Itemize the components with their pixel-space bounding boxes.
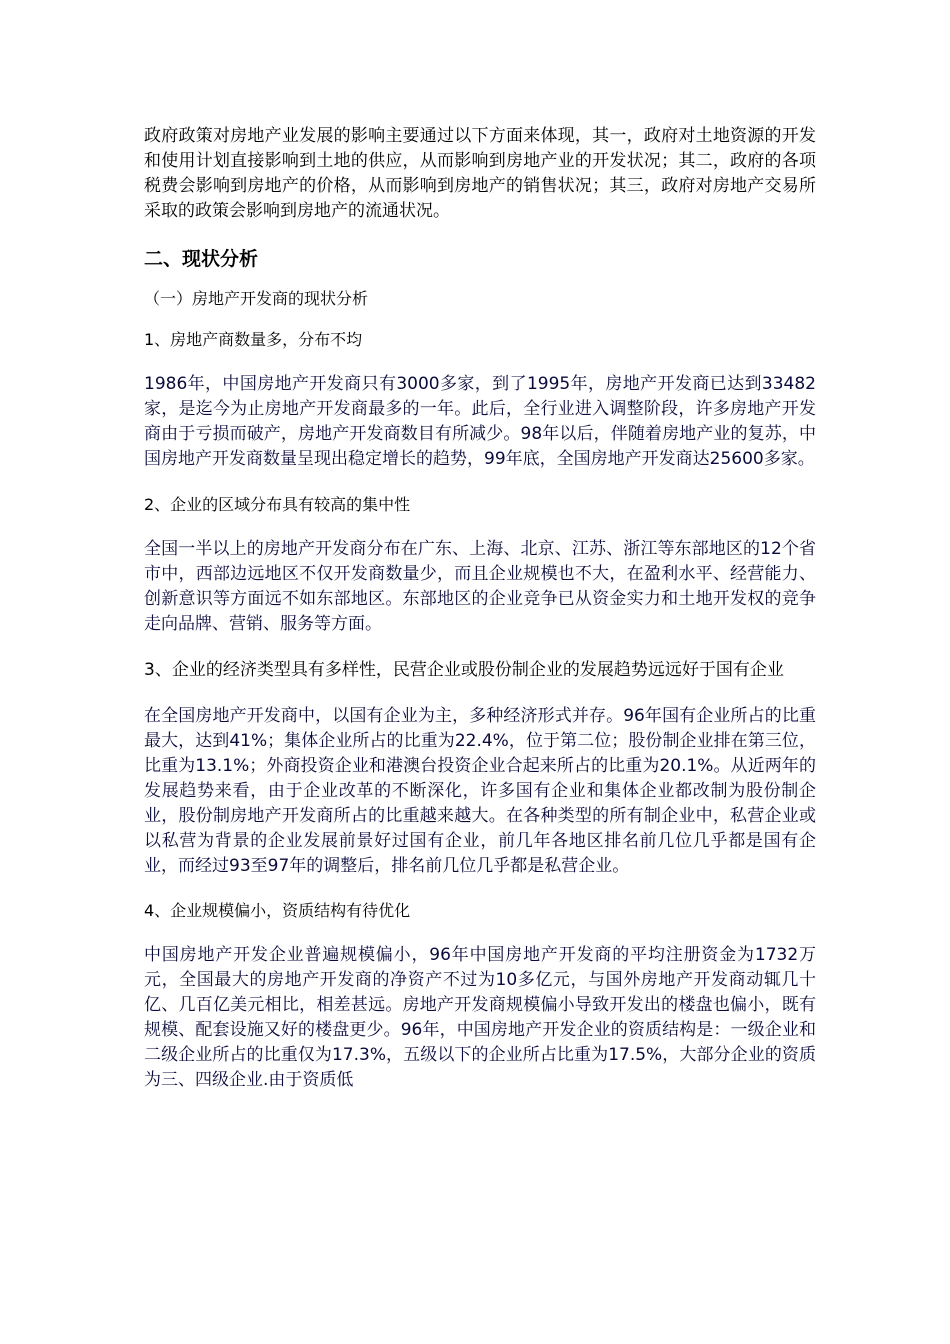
item2-heading: 2、企业的区域分布具有较高的集中性 bbox=[144, 495, 411, 514]
item1-paragraph: 1986年，中国房地产开发商只有3000多家，到了1995年，房地产开发商已达到33482家，是迄今为止房地产开发商最多的一年。此后，全行业进入调整阶段，许多房地产开发商由于亏损而破产，房地产开发商数目有所减少。98年以后，伴随着房地产业的复苏，中国房地产开发商数量呈现出稳定增长的趋势，99年底，全国房地产开发商达25600多家。 bbox=[144, 374, 816, 469]
subsection-heading: （一）房地产开发商的现状分析 bbox=[144, 289, 369, 308]
item4-heading: 4、企业规模偏小，资质结构有待优化 bbox=[144, 901, 411, 920]
item1-heading: 1、房地产商数量多，分布不均 bbox=[144, 330, 363, 349]
document-content bbox=[144, 124, 816, 1093]
item2-paragraph: 全国一半以上的房地产开发商分布在广东、上海、北京、江苏、浙江等东部地区的12个省市中，西部边远地区不仅开发商数量少，而且企业规模也不大，在盈利水平、经营能力、创新意识等方面远不如东部地区。东部地区的企业竞争已从资金实力和土地开发权的竞争走向品牌、营销、服务等方面。 bbox=[144, 539, 816, 634]
section-heading: 二、现状分析 bbox=[144, 248, 259, 270]
intro-paragraph: 政府政策对房地产业发展的影响主要通过以下方面来体现，其一，政府对土地资源的开发和使用计划直接影响到土地的供应，从而影响到房地产业的开发状况；其二，政府的各项税费会影响到房地产的价格，从而影响到房地产的销售状况；其三，政府对房地产交易所采取的政策会影响到房地产的流通状况。 bbox=[144, 126, 816, 221]
item3-heading: 3、企业的经济类型具有多样性，民营企业或股份制企业的发展趋势远远好于国有企业 bbox=[144, 660, 784, 680]
item3-paragraph: 在全国房地产开发商中，以国有企业为主，多种经济形式并存。96年国有企业所占的比重最大，达到41%；集体企业所占的比重为22.4%，位于第二位；股份制企业排在第三位，比重为13.1%；外商投资企业和港澳台投资企业合起来所占的比重为20.1%。从近两年的发展趋势来看，由于企业改革的不断深化，许多国有企业和集体企业都改制为股份制企业，股份制房地产开发商所占的比重越来越大。在各种类型的所有制企业中，私营企业或以私营为背景的企业发展前景好过国有企业，前几年各地区排名前几位几乎都是国有企业，而经过93至97年的调整后，排名前几位几乎都是私营企业。 bbox=[144, 706, 816, 876]
item4-paragraph: 中国房地产开发企业普遍规模偏小，96年中国房地产开发商的平均注册资金为1732万元，全国最大的房地产开发商的净资产不过为10多亿元，与国外房地产开发商动辄几十亿、几百亿美元相比，相差甚远。房地产开发商规模偏小导致开发出的楼盘也偏小，既有规模、配套设施又好的楼盘更少。96年，中国房地产开发企业的资质结构是：一级企业和二级企业所占的比重仅为17.3%，五级以下的企业所占比重为17.5%，大部分企业的资质为三、四级企业.由于资质低 bbox=[144, 945, 816, 1090]
